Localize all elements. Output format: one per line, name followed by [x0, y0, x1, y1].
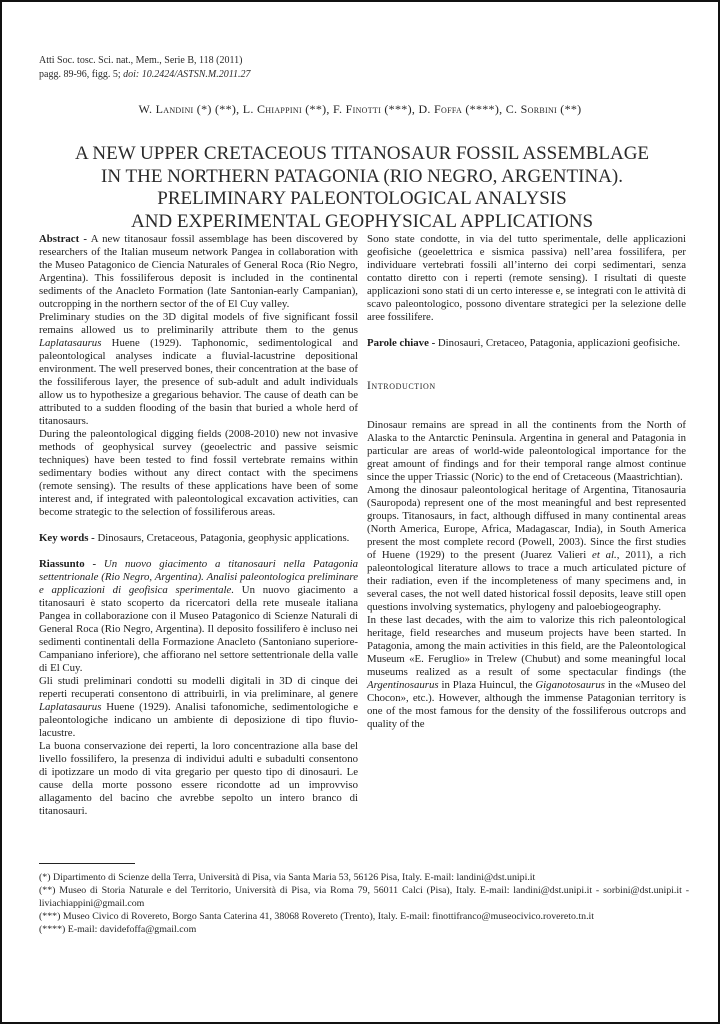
left-column	[39, 233, 358, 861]
body-columns	[39, 233, 686, 861]
title-line-3: PRELIMINARY PALEONTOLOGICAL ANALYSIS	[157, 188, 567, 209]
footnote: (*) Dipartimento di Scienze della Terra, Università di Pisa, via Santa Maria 53, 56126 Pisa, Italy. E-mail: landini@dst.unipi.it	[39, 872, 536, 883]
riassunto-paragraph: La buona conservazione dei reperti, la loro concentrazione alla base del livello fossilifero, la presenza di individui adulti e subadulti consentono di ipotizzare un modo di vita gregario per questo tipo di dinosauri. Le cause della morte possono essere ricondotte ad un improvviso allagamento del bacino che avrebbe sepolto un intero branco di titanosauri.	[39, 740, 358, 817]
footnotes	[39, 871, 689, 936]
footnote: (****) E-mail: davidefoffa@gmail.com	[39, 924, 197, 935]
introduction-paragraph: Dinosaur remains are spread in all the continents from the North of Alaska to the Antarctic Peninsula. Argentina in general and Patagonia in particular are areas of world-wide paleontological importance for the great amount of findings and for their temporal range almost continue since the upper Triassic (Noric) to the end of Cretaceous (Maastrichtian).	[367, 419, 686, 483]
riassunto-paragraph: Riassunto - Un nuovo giacimento a titanosauri nella Patagonia settentrionale (Rio Negro, Argentina). Analisi paleontologica preliminare e applicazioni di geofisica sperimentale. Un nuovo giacimento a titanosauri è stato scoperto da ricercatori della rete museale italiana Pangea in collaborazione con il Museo Patagonico di Scienze Naturali di General Roca (Rio Negro, Argentina). Il deposito fossilifero è incluso nei sedimenti continentali della Formazione Anacleto (Santoniano superiore-Campaniano inferiore), che affiorano nel settore settentrionale della valle di El Cuy.	[39, 558, 359, 674]
title-line-1: A NEW UPPER CRETACEOUS TITANOSAUR FOSSIL ASSEMBLAGE	[74, 143, 650, 164]
introduction-heading: Introduction	[367, 380, 436, 392]
footnote: (**) Museo di Storia Naturale e del Territorio, Università di Pisa, via Roma 79, 56011 Calci (Pisa), Italy. E-mail: landini@dst.unipi.it - sorbini@dst.unipi.it - liviachiappini@gmail.com	[39, 885, 689, 909]
introduction-section	[367, 419, 686, 731]
introduction-paragraph: In these last decades, with the aim to valorize this rich paleontological heritage, field researches and museum projects have been started. In Patagonia, among the main activities in this field, are the Paleontological Museum «E. Feruglio» in Trelew (Chubut) and some meaningful local museums realized as a result of some spectacular findings (the Argentinosaurus in Plaza Huincul, the Giganotosaurus in the «Museo del Chocon», etc.). However, although the immense Patagonian territory is one of the most famous for the density of the fossiliferous outcrops and quality of the	[367, 614, 686, 730]
journal-reference-line2: pagg. 89-96, figg. 5; doi: 10.2424/ASTSN.M.2011.27	[39, 68, 251, 80]
journal-reference	[39, 54, 250, 81]
abstract-paragraph: During the paleontological digging fields (2008-2010) new not invasive methods of geophysical survey (geoelectric and passive seismic techniques) have been tested to find fossil vertebrate remains within sedimentary bodies without any direct contact with the specimens (remote sensing). The results of these applications have been of some interest and, if integrated with paleontological excavation activities, can become strategic to the selection of fossiliferous areas.	[39, 428, 358, 518]
riassunto-paragraph: Gli studi preliminari condotti su modelli digitali in 3D di cinque dei reperti recuperati consentono di attribuirli, in via preliminare, al genere Laplatasaurus Huene (1929). Analisi tafonomiche, sedimentologiche e paleontologiche indicano un ambiente di deposizione di tipo fluvio-lacustre.	[39, 675, 358, 739]
right-column	[367, 233, 686, 861]
parole-chiave-text: Parole chiave - Dinosauri, Cretaceo, Patagonia, applicazioni geofisiche.	[367, 337, 681, 349]
title-line-2: IN THE NORTHERN PATAGONIA (RIO NEGRO, ARGENTINA).	[101, 165, 623, 187]
abstract-paragraph: Preliminary studies on the 3D digital models of five significant fossil remains allowed us to preliminarily attribute them to the genus Laplatasaurus Huene (1929). Taphonomic, sedimentological and paleontological analyses indicate a fluvial-lacustrine depositional environment. The well preserved bones, their concentration at the base of the fossiliferous layer, the presence of sub-adult and adult individuals allow us to hypothesize a gregarious behavior. The cause of death can be attributed to a sudden flooding of the basin that buried a whole herd of titanosaurs.	[39, 311, 358, 427]
riassunto-section	[39, 558, 358, 818]
footnote-separator-rule	[39, 863, 135, 864]
footnote: (***) Museo Civico di Rovereto, Borgo Santa Caterina 41, 38068 Rovereto (Trento), Italy. E-mail: finottifranco@museocivico.rovereto.tn.it	[39, 911, 595, 922]
introduction-paragraph: Among the dinosaur paleontological heritage of Argentina, Titanosauria (Sauropoda) represent one of the most meaningful and best represented groups. Titanosaurs, in fact, although diffused in many continental areas (North America, Europe, Africa, Madagascar, India), in South America present the most complete record (Powell, 2003). Since the first studies of Huene (1929) to the present (Juarez Valieri et al., 2011), a rich paleontological literature allows to trace a much articulated picture of their radiation, even if the incompleteness of many specimens and, in several cases, the not well dated historical fossil deposits, leave still open questions involving systematics, phylogeny and paloebiogeography.	[367, 484, 686, 613]
authors-line: W. Landini (*) (**), L. Chiappini (**), F. Finotti (***), D. Foffa (****), C. Sorbini (**)	[138, 102, 582, 116]
key-words-text: Key words - Dinosaurs, Cretaceous, Patagonia, geophysic applications.	[39, 532, 350, 544]
italian-abstract-continuation: Sono state condotte, in via del tutto sperimentale, delle applicazioni geofisiche (geoelettrica e sismica passiva) nell’area fossilifera, per individuare vertebrati fossili all’interno dei corpi sedimentari, senza contatto diretto con i reperti (remote sensing). I risultati di queste applicazioni sono stati di un certo interesse e, se integrati con le attività di scavo paleontologico, possono diventare strategici per la selezione delle aree fossilifere.	[367, 233, 686, 323]
article-title	[38, 143, 686, 233]
title-line-4: AND EXPERIMENTAL GEOPHYSICAL APPLICATIONS	[130, 210, 594, 232]
journal-reference-line1: Atti Soc. tosc. Sci. nat., Mem., Serie B, 118 (2011)	[39, 55, 243, 66]
parole-chiave	[367, 337, 686, 350]
abstract-paragraph: Abstract - A new titanosaur fossil assemblage has been discovered by researchers of the Italian museum network Pangea in collaboration with the Museo Patagonico de Ciencia Naturales of General Roca (Rio Negro, Argentina). This fossiliferous deposit is included in the continental sediments of the Anacleto Formation (late Santonian-early Campanian), outcropping in the northern sector of the of El Cuy valley.	[39, 233, 358, 310]
abstract-section	[39, 233, 358, 519]
key-words	[39, 532, 358, 545]
